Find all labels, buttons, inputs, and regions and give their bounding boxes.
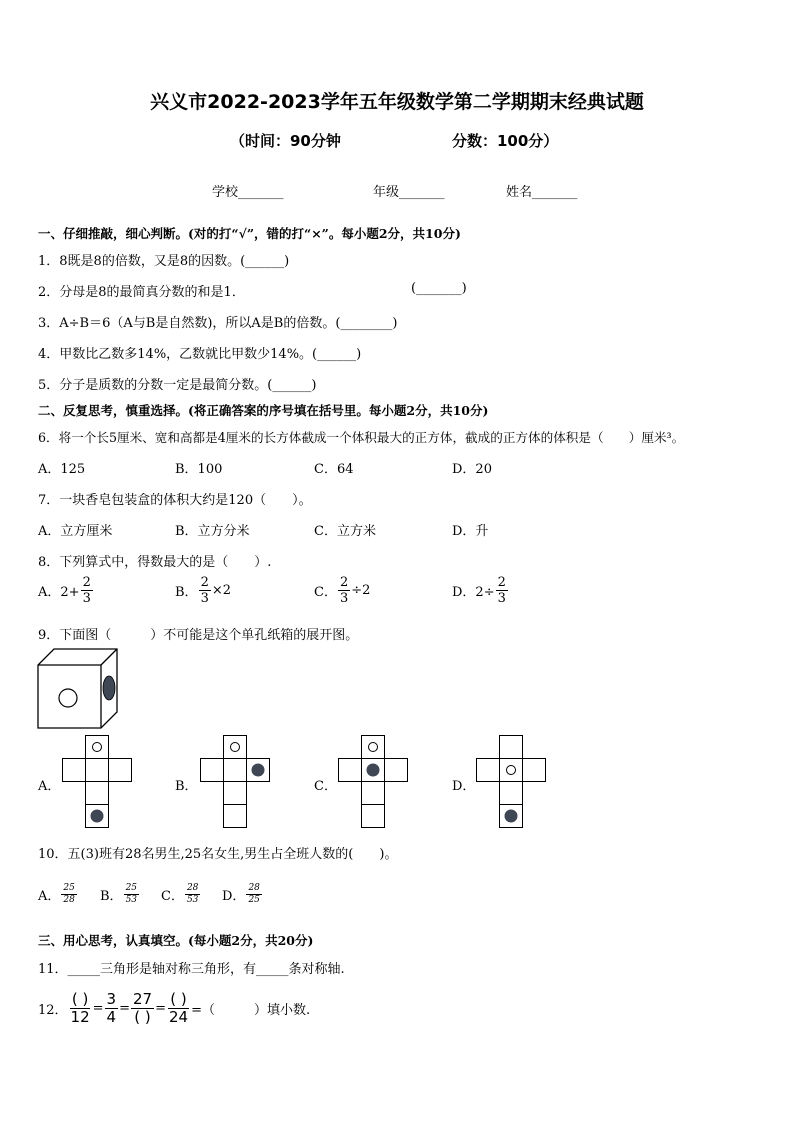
question-2-blank[interactable]: (_______)	[411, 281, 467, 296]
denominator: 25	[248, 895, 260, 905]
numerator-blank[interactable]: ( )	[71, 990, 89, 1008]
q12-label: 12．	[38, 1003, 68, 1018]
denominator: 4	[106, 1008, 117, 1026]
numerator: 25	[63, 883, 75, 893]
q8-a-fraction	[81, 576, 93, 605]
q9-option-a[interactable]: A．	[38, 779, 61, 794]
numerator: 2	[497, 575, 506, 590]
numerator: 3	[106, 990, 117, 1008]
q10-a-label: A．	[38, 889, 61, 904]
q8-b-tail: ×2	[211, 583, 232, 598]
question-8: 8．下列算式中，得数最大的是（ ）.	[38, 555, 272, 570]
equals-sign: =	[92, 1001, 104, 1016]
denominator: 53	[125, 895, 138, 905]
net-b-figure	[200, 735, 272, 830]
school-field[interactable]: 学校_______	[212, 185, 284, 200]
page-title: 兴义市2022-2023学年五年级数学第二学期期末经典试题	[150, 91, 644, 113]
numerator: 2	[82, 575, 91, 590]
section-1-heading: 一、仔细推敲，细心判断。(对的打“√”，错的打“×”。每小题2分，共10分)	[38, 226, 461, 241]
question-10: 10．五(3)班有28名男生,25名女生,男生占全班人数的( )。	[38, 847, 398, 862]
equals-sign: =	[119, 1001, 130, 1016]
q8-d-fraction	[496, 576, 508, 605]
numerator: 28	[248, 883, 260, 893]
question-11: 11．_____三角形是轴对称三角形，有_____条对称轴.	[38, 962, 345, 977]
q12-tail: =（ ）填小数.	[191, 1003, 311, 1018]
question-6: 6．将一个长5厘米、宽和高都是4厘米的长方体截成一个体积最大的正方体，截成的正方体的体积是（ ）厘米³。	[38, 430, 685, 445]
denominator: 53	[186, 895, 199, 905]
numerator: 27	[133, 990, 153, 1008]
question-12	[38, 992, 310, 1025]
q8-c-fraction	[338, 576, 350, 605]
net-a-figure	[62, 735, 134, 830]
numerator: 2	[339, 575, 349, 590]
q10-a-fraction	[61, 884, 76, 905]
q9-option-b[interactable]: B．	[175, 779, 198, 794]
q12-fraction-4	[167, 992, 190, 1025]
q10-d-fraction	[246, 884, 261, 905]
numerator: 2	[200, 575, 209, 590]
denominator: 3	[82, 591, 91, 606]
q12-fraction-2	[105, 992, 119, 1025]
q8-b-fraction	[199, 576, 211, 605]
net-d-figure	[476, 735, 548, 830]
q10-option-a[interactable]	[38, 884, 78, 905]
q8-option-b[interactable]	[175, 576, 231, 605]
q6-option-b[interactable]: B．100	[175, 462, 223, 477]
q8-b-label: B．	[175, 585, 198, 600]
q8-option-c[interactable]	[314, 576, 370, 605]
denominator-blank[interactable]: ( )	[134, 1008, 151, 1026]
q7-option-d[interactable]: D．升	[452, 524, 489, 539]
q10-b-fraction	[124, 884, 139, 905]
q8-c-label: C．	[314, 585, 337, 600]
q8-option-d[interactable]	[452, 576, 509, 605]
grade-field[interactable]: 年级_______	[373, 185, 445, 200]
q6-option-c[interactable]: C．64	[314, 462, 354, 477]
question-9: 9．下面图（ ）不可能是这个单孔纸箱的展开图。	[38, 628, 359, 643]
q10-c-label: C．	[161, 889, 184, 904]
q9-option-d[interactable]: D．	[452, 779, 476, 794]
q8-c-tail: ÷2	[351, 583, 371, 598]
q12-fraction-3	[131, 992, 154, 1025]
question-3: 3．A÷B＝6（A与B是自然数)，所以A是B的倍数。(________)	[38, 316, 398, 331]
section-3-heading: 三、用心思考，认真填空。(每小题2分，共20分)	[38, 933, 314, 948]
q8-d-label: D．2÷	[452, 585, 495, 600]
denominator: 24	[169, 1008, 189, 1026]
name-field[interactable]: 姓名_______	[506, 185, 578, 200]
denominator: 28	[63, 895, 75, 905]
q10-d-label: D．	[222, 889, 246, 904]
q10-option-c[interactable]	[161, 884, 201, 905]
q7-option-b[interactable]: B．立方分米	[175, 524, 250, 539]
box-cube-figure	[37, 648, 121, 730]
denominator: 3	[200, 591, 209, 606]
q7-option-c[interactable]: C．立方米	[314, 524, 376, 539]
q10-option-d[interactable]	[222, 884, 263, 905]
q10-option-b[interactable]	[100, 884, 140, 905]
denominator: 3	[497, 591, 506, 606]
q8-a-label: A．2+	[38, 585, 80, 600]
q10-b-label: B．	[100, 889, 123, 904]
q12-fraction-1	[69, 992, 92, 1025]
denominator: 12	[70, 1008, 90, 1026]
q7-option-a[interactable]: A．立方厘米	[38, 524, 113, 539]
q10-c-fraction	[185, 884, 200, 905]
numerator-blank[interactable]: ( )	[170, 990, 187, 1008]
question-2: 2．分母是8的最简真分数的和是1．	[38, 285, 245, 300]
exam-score: 分数：100分）	[452, 132, 559, 150]
q6-option-d[interactable]: D．20	[452, 462, 492, 477]
equals-sign: =	[155, 1001, 166, 1016]
numerator: 28	[186, 883, 199, 893]
section-2-heading: 二、反复思考，慎重选择。(将正确答案的序号填在括号里。每小题2分，共10分)	[38, 403, 489, 418]
denominator: 3	[339, 591, 349, 606]
q6-option-a[interactable]: A．125	[38, 462, 86, 477]
q8-option-a[interactable]	[38, 576, 94, 605]
question-7: 7．一块香皂包装盒的体积大约是120（ ）。	[38, 493, 312, 508]
exam-time: （时间：90分钟	[230, 132, 341, 150]
question-4: 4．甲数比乙数多14%，乙数就比甲数少14%。(______)	[38, 347, 362, 362]
question-1: 1．8既是8的倍数，又是8的因数。(______)	[38, 254, 290, 269]
question-5: 5．分子是质数的分数一定是最简分数。(______)	[38, 378, 317, 393]
q9-option-c[interactable]: C．	[314, 779, 337, 794]
net-c-figure	[338, 735, 410, 830]
numerator: 25	[125, 883, 138, 893]
